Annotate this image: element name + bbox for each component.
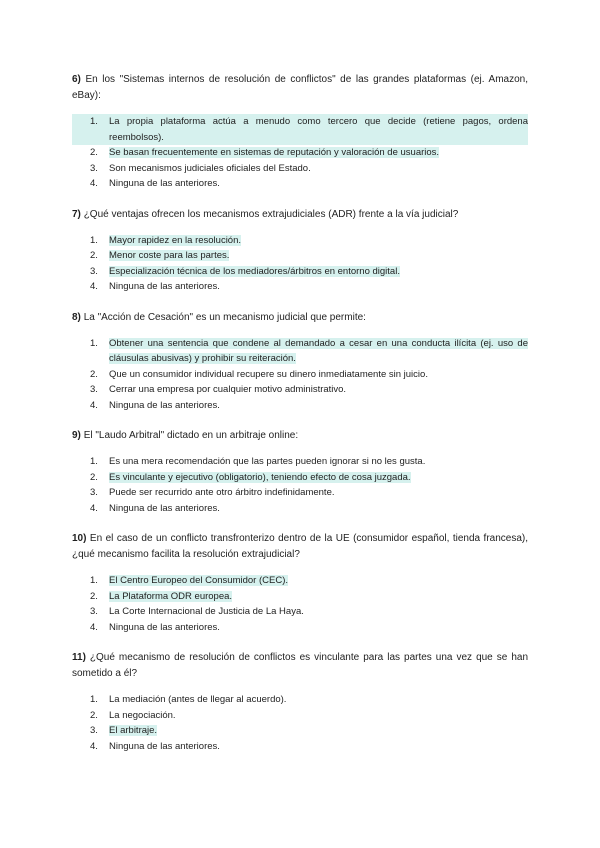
question-number: 9) (72, 430, 81, 441)
options-list (72, 114, 528, 192)
option-item: 4. Ninguna de las anteriores. (90, 178, 220, 189)
option-item: 1. Mayor rapidez en la resolución. (90, 234, 242, 246)
question-block-6 (72, 72, 528, 192)
question-number: 10) (72, 533, 87, 544)
option-item: 4. Ninguna de las anteriores. (90, 621, 220, 633)
option-item: 2. Se basan frecuentemente en sistemas de reputación y valoración de usuarios. (90, 147, 440, 158)
option-item: 1. Obtener una sentencia que condene al demandado a cesar en una conducta ilícita (ej. uso de cláusulas abusivas) y prohibir su reiteración. (90, 337, 528, 364)
option-item: 4. Ninguna de las anteriores. (90, 399, 220, 411)
option-item: 3. Son mecanismos judiciales oficiales del Estado. (90, 162, 311, 174)
option-item: 2. Es vinculante y ejecutivo (obligatorio), teniendo efecto de cosa juzgada. (90, 471, 411, 483)
question-block-10 (72, 531, 528, 635)
question-block-9 (72, 428, 528, 516)
question-text: 6) En los "Sistemas internos de resolución de conflictos" de las grandes plataformas (ej. Amazon, eBay): (72, 74, 529, 101)
question-number: 8) (72, 311, 81, 323)
option-item: 3. Puede ser recurrido ante otro árbitro indefinidamente. (90, 487, 335, 498)
question-number: 6) (72, 74, 81, 85)
question-number: 7) (72, 208, 81, 220)
options-list (72, 573, 528, 635)
question-block-8 (72, 310, 528, 414)
options-list (72, 454, 528, 516)
option-item: 3. La Corte Internacional de Justicia de La Haya. (90, 606, 304, 617)
question-block-7 (72, 207, 528, 295)
options-list (72, 692, 528, 754)
options-list (72, 336, 528, 414)
option-item: 1. La mediación (antes de llegar al acuerdo). (90, 694, 287, 705)
question-text: 7) ¿Qué ventajas ofrecen los mecanismos extrajudiciales (ADR) frente a la vía judicial? (72, 208, 459, 220)
options-list (72, 233, 528, 295)
option-item: 1. El Centro Europeo del Consumidor (CEC). (90, 575, 288, 586)
question-text: 11) ¿Qué mecanismo de resolución de conflictos es vinculante para las partes una vez que se han sometido a él? (72, 652, 529, 679)
option-item: 2. La negociación. (90, 709, 176, 721)
option-item: 4. Ninguna de las anteriores. (90, 740, 220, 752)
question-number: 11) (72, 652, 86, 663)
option-item: 2. Menor coste para las partes. (90, 250, 230, 261)
option-item: 3. El arbitraje. (90, 725, 158, 736)
question-text: 9) El "Laudo Arbitral" dictado en un arbitraje online: (72, 430, 299, 441)
option-item: 2. La Plataforma ODR europea. (90, 590, 233, 602)
option-item: 3. Cerrar una empresa por cualquier motivo administrativo. (90, 384, 347, 395)
option-item: 4. Ninguna de las anteriores. (90, 502, 220, 514)
option-item: 2. Que un consumidor individual recupere su dinero inmediatamente sin juicio. (90, 368, 428, 380)
question-text: 10) En el caso de un conflicto transfronterizo dentro de la UE (consumidor español, tienda francesa), ¿qué mecanismo facilita la resolución extrajudicial? (72, 533, 528, 560)
option-item: 1. Es una mera recomendación que las partes pueden ignorar si no les gusta. (90, 456, 426, 467)
option-item: 3. Especialización técnica de los mediadores/árbitros en entorno digital. (90, 265, 400, 277)
question-text: 8) La "Acción de Cesación" es un mecanismo judicial que permite: (72, 311, 366, 323)
question-block-11 (72, 650, 528, 754)
option-item: 4. Ninguna de las anteriores. (90, 281, 220, 292)
option-item: 1. La propia plataforma actúa a menudo como tercero que decide (retiene pagos, ordena reembolsos). (72, 114, 528, 145)
